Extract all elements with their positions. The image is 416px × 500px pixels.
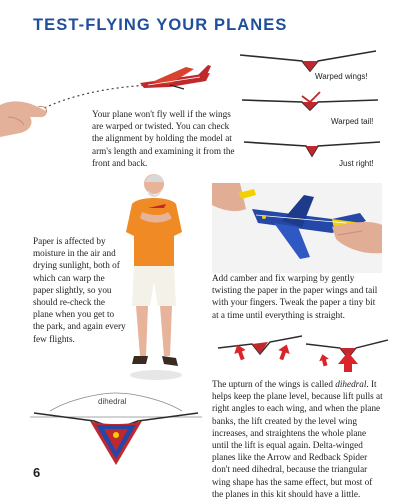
moisture-paragraph: Paper is affected by moisture in the air and drying sunlight, both of which can warp the paper slightly, so you should re-check the plane when you get to the park, and again every few flights. [33, 236, 126, 344]
wing-caption-just-right: Just right! [339, 159, 374, 168]
lift-arrows-diagram [218, 330, 388, 375]
wing-example-warped-tail [242, 90, 382, 120]
alignment-paragraph: Your plane won't fly well if the wings are warped or twisted. You can check the alignment by holding the model at arm's length and examining it from the front and back. [92, 109, 235, 168]
wing-caption-warped-wings: Warped wings! [315, 72, 368, 81]
wing-example-just-right [244, 132, 384, 162]
flight-path-dotted [40, 85, 150, 110]
banked-plane-diagram [218, 336, 302, 362]
dihedral-label: dihedral [98, 397, 127, 406]
red-plane-image [140, 65, 211, 89]
page-number: 6 [33, 465, 41, 480]
wing-caption-warped-tail: Warped tail! [331, 117, 374, 126]
lift-arrow-small [318, 353, 331, 367]
hands-twisting-plane-photo [212, 183, 382, 273]
hand-image [0, 101, 47, 137]
dihedral-rest-text: . It helps keep the plane level, because lift pulls at right angles to each wing, and when the plane banks, the lift created by the level wing increases, and straightens the whole plane until the lift is equal again. Delta-winged planes like the Arrow and Redback Spider don't need dihedral, because the triangular wing shape has the same effect, but most of the planes in this kit should have a little. [212, 379, 383, 499]
camber-paragraph: Add camber and fix warping by gently twisting the paper in the paper wings and tail with your fingers. Tweak the paper a tiny bit at a time until everything is straight. [212, 273, 378, 320]
lift-arrow-right [276, 342, 293, 361]
dihedral-term: dihedral [335, 379, 367, 389]
dihedral-paragraph [212, 378, 384, 500]
page-title: TEST-FLYING YOUR PLANES [33, 16, 288, 34]
lift-arrow-center [338, 352, 358, 372]
dihedral-intro-text: The upturn of the wings is called [212, 379, 336, 389]
level-plane-diagram [306, 340, 388, 372]
